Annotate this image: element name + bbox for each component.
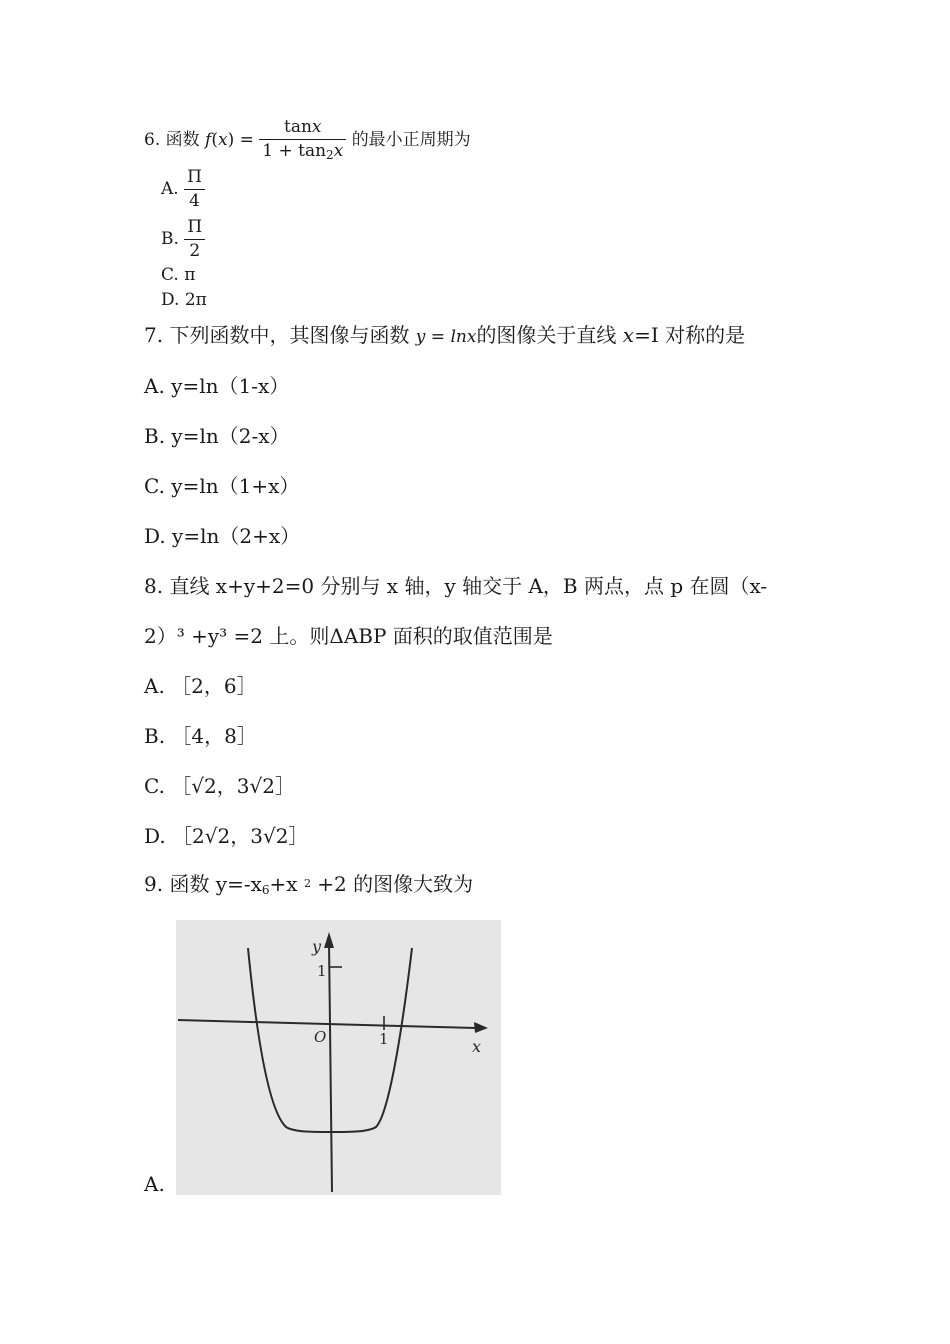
q7-option-d: D. y=ln（2+x） — [144, 524, 301, 548]
q7-option-a: A. y=ln（1-x） — [144, 374, 290, 398]
q6-option-b-den: 2 — [189, 240, 201, 261]
q9-suffix: +2 的图像大致为 — [310, 872, 474, 896]
q8-line2: 2）³ +y³ =2 上。则ΔABP 面积的取值范围是 — [144, 624, 553, 648]
q6-option-c-value: π — [184, 265, 196, 285]
y-axis-arrow-icon — [324, 932, 334, 948]
q8-option-d: D. ［2√2，3√2］ — [144, 824, 309, 848]
y-axis-label: y — [312, 937, 322, 956]
q7-option-b: B. y=ln（2-x） — [144, 424, 290, 448]
q6-option-a-den: 4 — [189, 190, 200, 211]
q9-option-a-graph — [176, 920, 501, 1195]
q9-option-a-label: A. — [144, 1172, 165, 1196]
q6-option-a — [161, 165, 205, 213]
x-axis-label: x — [472, 1037, 482, 1056]
q9-stem — [144, 870, 473, 904]
q6-option-c — [161, 264, 195, 286]
q6-denominator-exp: 2 — [326, 147, 334, 162]
q6-var: x — [217, 130, 228, 150]
q6-prefix: 6. 函数 — [144, 130, 206, 150]
x-tick-label: 1 — [379, 1030, 389, 1048]
x-axis — [178, 1020, 476, 1028]
q9-sup: 2 — [303, 877, 311, 890]
q6-stem — [144, 116, 471, 164]
y-axis — [329, 942, 332, 1192]
q7-middle: 的图像关于直线 — [476, 323, 623, 347]
q6-option-d — [161, 289, 207, 311]
q7-suffix: =I 对称的是 — [634, 323, 746, 347]
q6-option-b — [161, 215, 205, 263]
q9-sub: 6 — [261, 883, 270, 897]
q9-prefix: 9. 函数 y=-x — [144, 872, 262, 896]
q6-option-a-label: A. — [161, 179, 179, 199]
q6-func: f — [205, 130, 212, 150]
q7-line-var: x — [622, 323, 635, 347]
q6-denominator: 1 + tan — [262, 140, 327, 161]
q8-option-a: A. ［2，6］ — [144, 674, 257, 698]
q7-prefix: 7. 下列函数中，其图像与函数 — [144, 323, 416, 347]
q6-rparen: ) = — [227, 130, 254, 150]
q7-option-c: C. y=ln（1+x） — [144, 474, 300, 498]
q6-option-a-num: Π — [184, 168, 205, 190]
y-tick-label: 1 — [317, 962, 327, 980]
q6-fraction — [259, 118, 346, 162]
q8-option-b: B. ［4，8］ — [144, 724, 257, 748]
q6-numerator: tan — [284, 117, 312, 138]
x-axis-arrow-icon — [474, 1022, 488, 1033]
q6-option-d-value: 2π — [184, 290, 207, 310]
q6-lparen: ( — [211, 130, 218, 150]
q7-func: y = lnx — [415, 327, 477, 347]
q6-numerator-var: x — [311, 117, 322, 138]
q8-line1: 8. 直线 x+y+2=0 分别与 x 轴，y 轴交于 A，B 两点，点 p 在圆（x- — [144, 574, 768, 598]
q6-option-c-label: C. — [161, 265, 179, 285]
q7-stem — [144, 320, 745, 352]
q6-option-b-num: Π — [184, 218, 205, 240]
q9-middle: +x — [269, 872, 304, 896]
q6-suffix: 的最小正周期为 — [351, 130, 471, 150]
origin-label: O — [314, 1028, 327, 1046]
q6-option-d-label: D. — [161, 290, 180, 310]
q8-option-c: C. ［√2，3√2］ — [144, 774, 295, 798]
q6-denominator-var: x — [333, 140, 344, 161]
graph-svg — [176, 920, 501, 1195]
q6-option-b-label: B. — [161, 229, 179, 249]
